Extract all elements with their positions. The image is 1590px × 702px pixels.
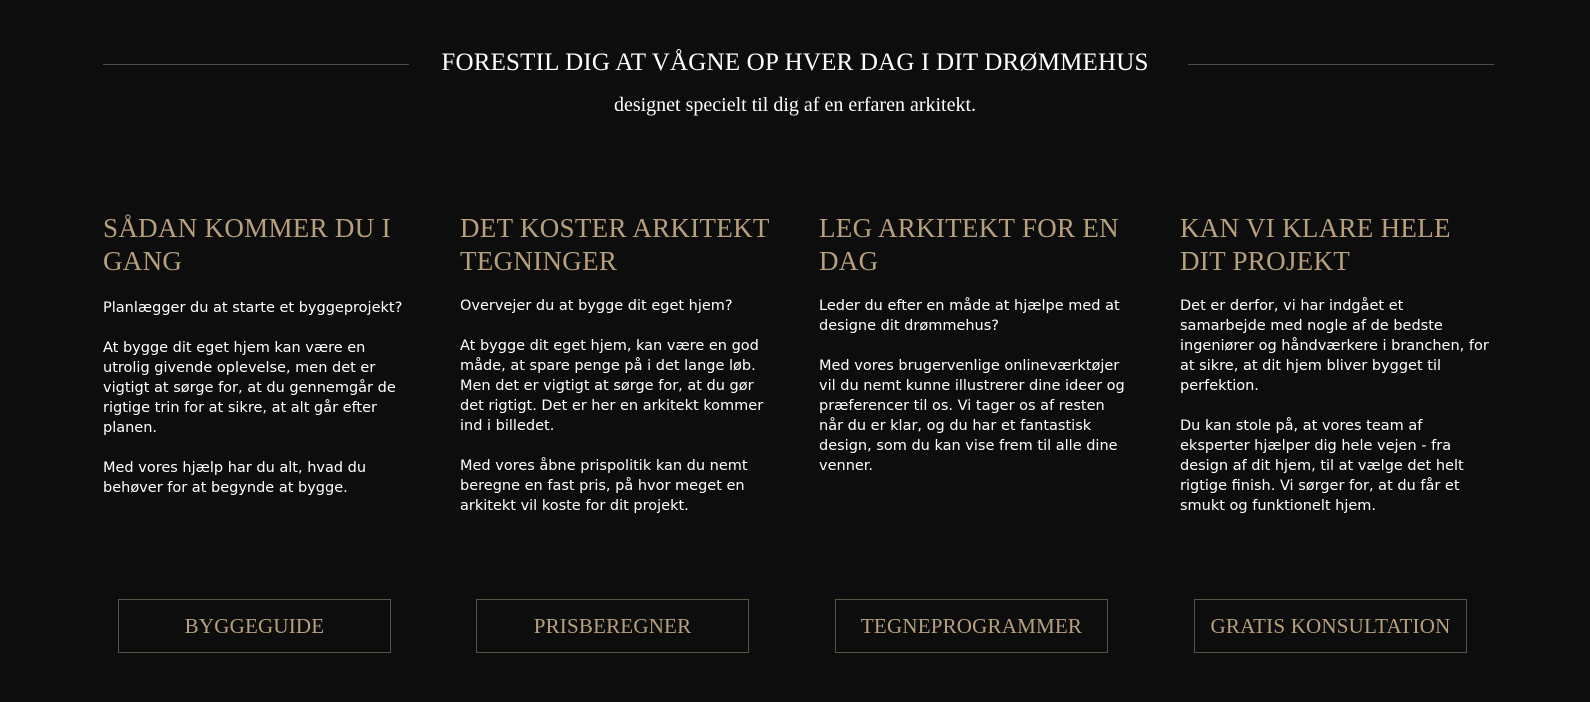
column-full-project bbox=[1180, 212, 1490, 536]
column-paragraph: Med vores brugervenlige onlineværktøjer vil du nemt kunne illustrerer dine ideer og præferencer til os. Vi tager os af resten når du er klar, og du har et fantastisk design, som du kan vise frem til alle dine venner. bbox=[819, 358, 1125, 474]
column-title: KAN VI KLARE HELE DIT PROJEKT bbox=[1180, 213, 1451, 276]
gratis-konsultation-button[interactable]: GRATIS KONSULTATION bbox=[1194, 599, 1467, 653]
column-paragraph: Overvejer du at bygge dit eget hjem? bbox=[460, 298, 733, 314]
column-paragraph: Du kan stole på, at vores team af eksperter hjælper dig hele vejen - fra design af dit hjem, til at vælge det helt rigtige finish. Vi sørger for, at du får et smukt og funktionelt hjem. bbox=[1180, 418, 1464, 514]
column-get-started bbox=[103, 212, 413, 518]
column-paragraph: Planlægger du at starte et byggeprojekt? bbox=[103, 300, 403, 316]
column-body bbox=[819, 296, 1129, 476]
column-body bbox=[103, 298, 413, 498]
column-play-architect bbox=[819, 212, 1129, 496]
hero-title: FORESTIL DIG AT VÅGNE OP HVER DAG I DIT DRØMMEHUS bbox=[441, 49, 1149, 76]
column-title: DET KOSTER ARKITEKT TEGNINGER bbox=[460, 213, 770, 276]
byggeguide-button[interactable]: BYGGEGUIDE bbox=[118, 599, 391, 653]
column-paragraph: At bygge dit eget hjem, kan være en god måde, at spare penge på i det lange løb. Men det er vigtigt at sørge for, at du gør det rigtigt. Det er her en arkitekt kommer ind i billedet. bbox=[460, 338, 764, 434]
column-paragraph: Leder du efter en måde at hjælpe med at designe dit drømmehus? bbox=[819, 298, 1120, 334]
column-paragraph: Det er derfor, vi har indgået et samarbejde med nogle af de bedste ingeniører og håndværkere i branchen, for at sikre, at dit hjem bliver bygget til perfektion. bbox=[1180, 298, 1489, 394]
column-body bbox=[460, 296, 770, 516]
column-paragraph: At bygge dit eget hjem kan være en utrolig givende oplevelse, men det er vigtigt at sørge for, at du gennemgår de rigtige trin for at sikre, at alt går efter planen. bbox=[103, 340, 396, 436]
column-title: LEG ARKITEKT FOR EN DAG bbox=[819, 213, 1119, 276]
column-architect-cost bbox=[460, 212, 770, 536]
column-paragraph: Med vores hjælp har du alt, hvad du behøver for at begynde at bygge. bbox=[103, 460, 367, 496]
hero-subtitle: designet specielt til dig af en erfaren arkitekt. bbox=[613, 94, 977, 116]
tegneprogrammer-button[interactable]: TEGNEPROGRAMMER bbox=[835, 599, 1108, 653]
column-body bbox=[1180, 296, 1490, 516]
prisberegner-button[interactable]: PRISBEREGNER bbox=[476, 599, 749, 653]
column-title: SÅDAN KOMMER DU I GANG bbox=[103, 213, 391, 276]
column-paragraph: Med vores åbne prispolitik kan du nemt beregne en fast pris, på hvor meget en arkitekt vil koste for dit projekt. bbox=[460, 458, 748, 514]
